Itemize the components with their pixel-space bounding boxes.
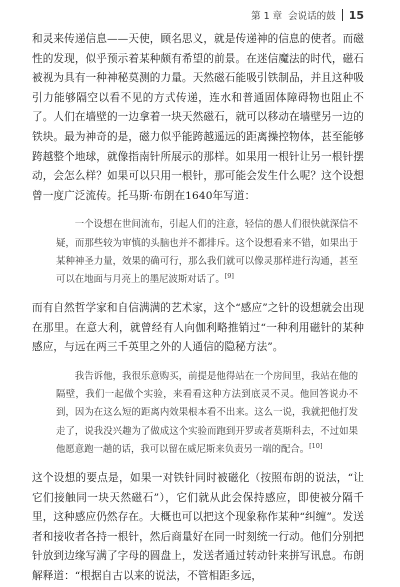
- paragraph-galileo: 而有自然哲学家和自信满满的艺术家，这个“感应”之针的设想就会出现在那里。在意大利，就曾经有人向伽利略推销过“一种利用磁针的某种感应，与远在两三千英里之外的人通信的隐秘方法”。: [32, 302, 364, 354]
- quote-text: 一个设想在世间流布，引起人们的注意，轻信的愚人们很快就深信不疑，而那些较为审慎的头脑也并不都排斥。这个设想看来不错，如果出于某种神圣力量，效果的确可行，那么我们就可以像灵那样进行沟通，甚至可以在地面与月亮上的墨尼波斯对话了。: [56, 219, 358, 285]
- chapter-number: 第 1 章: [251, 11, 283, 22]
- running-header: [251, 8, 364, 22]
- paragraph-sympathetic-needles: 这个设想的要点是，如果一对铁针同时被磁化（按照布朗的说法，“让它们接触同一块天然磁石”），它们就从此会保持感应，即使被分隔千里，这种感应仍然存在。大概也可以把这个现象称作某种“纠缠”。发送者和接收者各持一根针，然后商量好在同一时刻统一行动。他们分别把针放到边缘写满了字母的圆盘上，发送者通过转动针来拼写讯息。布朗解释道：“根据自古以来的说法，不管相距多远，: [32, 471, 364, 582]
- page-number: 15: [348, 8, 364, 22]
- header-divider: [342, 9, 343, 21]
- paragraph-angels-and-magnetism: 和灵来传递信息——天使，顾名思义，就是传递神的信息的使者。而磁性的发现，似乎预示着某种颇有希望的前景。在迷信魔法的时代，磁石被视为具有一种神秘莫测的力量。天然磁石能吸引铁制品，并且这种吸引力能够隔空以看不见的方式传递，连水和普通固体障碍物也阻止不了。人们在墙壁的一边拿着一块天然磁石，就可以移动在墙壁另一边的铁块。最为神奇的是，磁力似乎能跨越遥远的距离操控物体，甚至能够跨越整个地球，就像指南针所展示的那样。如果用一根针让另一根针摆动，会怎么样？如果可以只用一根针，那可能会发生什么呢？这个设想曾一度广泛流传。托马斯·布朗在1640年写道：: [32, 33, 364, 202]
- footnote-ref[interactable]: [9]: [224, 271, 234, 280]
- block-quote-browne: [32, 216, 364, 289]
- footnote-ref[interactable]: [10]: [309, 441, 323, 450]
- page-body: [32, 30, 364, 587]
- block-quote-galileo: [32, 368, 364, 459]
- quote-text: 我告诉他，我很乐意购买，前提是他得站在一个房间里，我站在他的隔壁，我们一起做个实验，来看看这种方法到底灵不灵。他回答说办不到，因为在这么短的距离内效果根本看不出来。这么一说，我就把他打发走了，说我没兴趣为了做成这个实验而跑到开罗或者莫斯科去，不过如果他愿意跑一趟的话，我可以留在威尼斯来负责另一端的配合。: [56, 370, 358, 455]
- chapter-title: 会说话的鼓: [288, 11, 336, 22]
